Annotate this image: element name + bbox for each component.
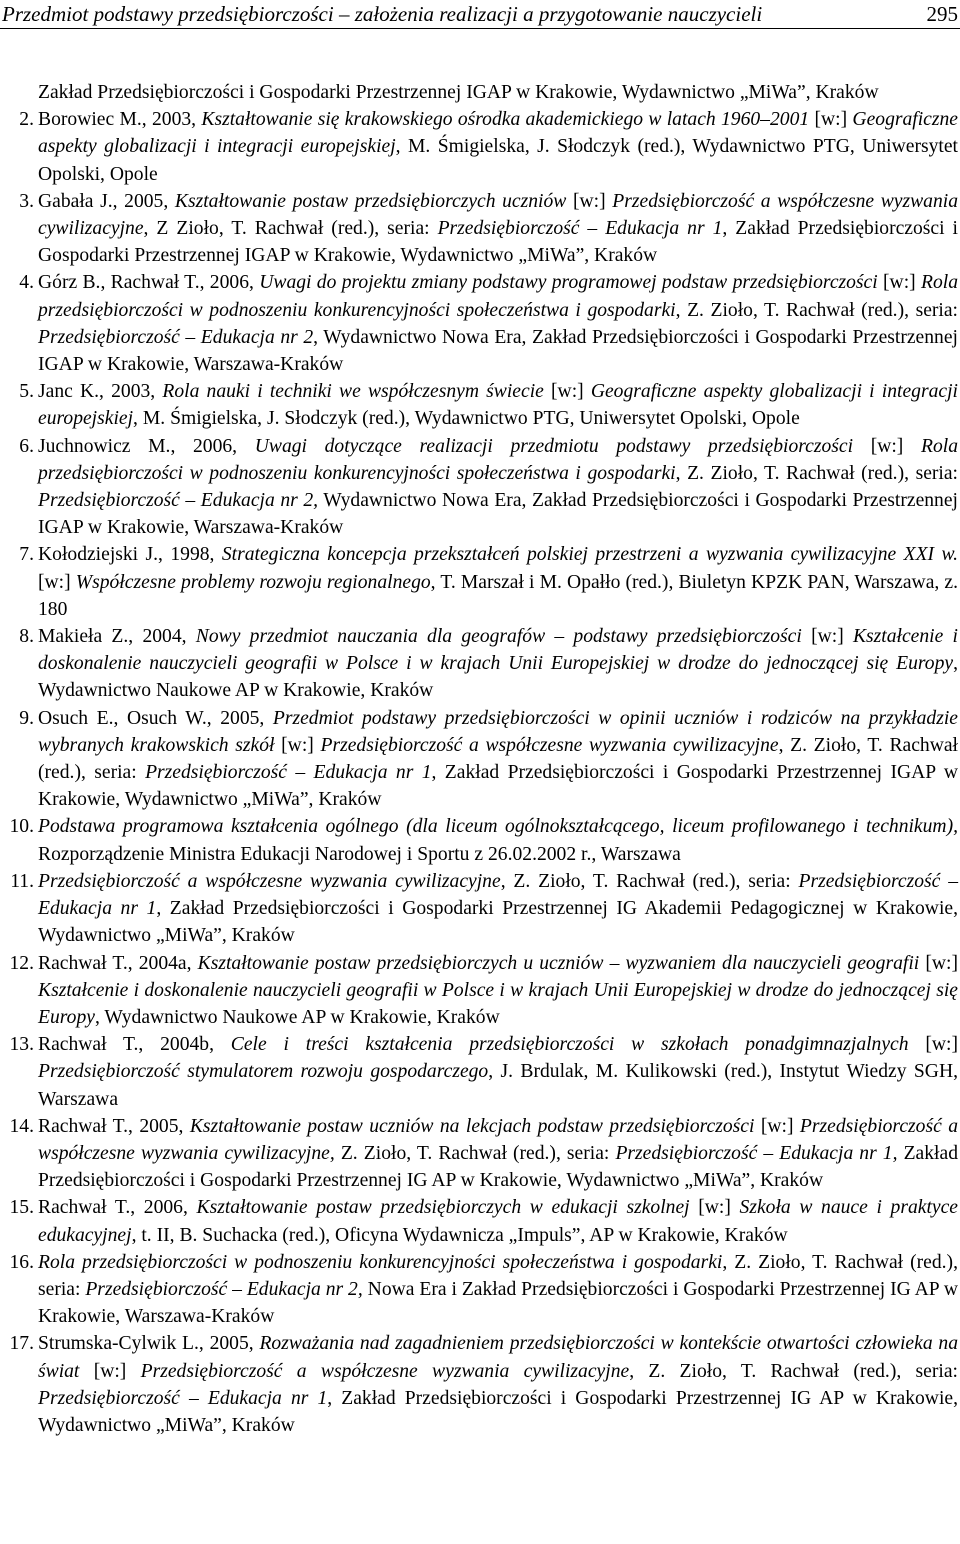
entry-number: 9. [19, 707, 34, 729]
entry-title-text: Rozważania nad zagadnieniem przedsiębiorczości w kontekście otwartości człowieka na świat [38, 1333, 958, 1382]
entry-title-text: Przedsiębiorczość – Edukacja nr 1, [615, 1142, 898, 1164]
entry-text: Gabała J., 2005, [38, 190, 175, 212]
entry-title-text: Podstawa programowa kształcenia ogólnego (dla liceum ogólnokształcącego, liceum profilowanego i technikum), [38, 816, 958, 838]
entry-title-text: Kształtowanie postaw uczniów na lekcjach podstaw przedsiębiorczości [189, 1115, 755, 1137]
entry-title-text: Przedmiot podstawy przedsiębiorczości w opinii uczniów i rodziców na przykładzie wybranych krakowskich szkół [38, 707, 958, 756]
entry-number: 17. [9, 1333, 34, 1355]
entry-title-text: Przedsiębiorczość a współczesne wyzwania cywilizacyjne, [38, 1115, 958, 1164]
entry-text: Strumska-Cylwik L., 2005, [38, 1333, 260, 1355]
entry-text: [w:] [908, 1034, 958, 1056]
entry-title-text: Przedsiębiorczość – Edukacja nr 1 [38, 870, 958, 920]
entry-text: Rachwał T., 2005, [38, 1115, 190, 1137]
entry-text: , Z. Zioło, T. Rachwał (red.), seria: [675, 462, 958, 484]
reference-entry [0, 705, 958, 814]
entry-text: Juchnowicz M., 2006, [38, 435, 255, 457]
entry-text: , Z. Zioło, T. Rachwał (red.), seria: [629, 1360, 958, 1382]
entry-title-text: Przedsiębiorczość – Edukacja nr 2, [85, 1278, 363, 1300]
entry-text: , Z Zioło, T. Rachwał (red.), seria: [143, 218, 438, 240]
entry-title-text: Cele i treści kształcenia przedsiębiorczości w szkołach ponadgimnazjalnych [230, 1034, 909, 1056]
entry-text: , Zakład Przedsiębiorczości i Gospodarki Przestrzennej IG AP w Krakowie, Wydawnictwo „MiWa”, Kraków [38, 1387, 958, 1436]
entry-text: [w:] [566, 190, 613, 212]
entry-text: , Wydawnictwo Naukowe AP w Krakowie, Kraków [38, 653, 958, 702]
entry-number: 14. [9, 1115, 34, 1137]
running-title: Przedmiot podstawy przedsiębiorczości – założenia realizacji a przygotowanie nauczycieli [2, 2, 763, 26]
reference-entry [0, 950, 958, 1032]
entry-title-text: Uwagi dotyczące realizacji przedmiotu podstawy przedsiębiorczości [254, 435, 854, 457]
entry-text: , Z. Zioło, T. Rachwał (red.), seria: [38, 734, 958, 784]
entry-text: , t. II, B. Suchacka (red.), Oficyna Wydawnicza „Impuls”, AP w Krakowie, Kraków [131, 1224, 788, 1246]
reference-entry [0, 541, 958, 623]
entry-text: [w:] [79, 1360, 141, 1382]
reference-entry [0, 188, 958, 270]
entry-number: 10. [9, 816, 34, 838]
entry-text: [w:] [274, 734, 321, 756]
entry-text: Kołodziejski J., 1998, [38, 544, 222, 566]
entry-title-text: Przedsiębiorczość a współczesne wyzwania cywilizacyjne [38, 190, 959, 240]
entry-text: Rozporządzenie Ministra Edukacji Narodowej i Sportu z 26.02.2002 r., Warszawa [38, 843, 681, 865]
entry-text: Janc K., 2003, [38, 381, 163, 403]
entry-text: Borowiec M., 2003, [38, 109, 202, 131]
entry-title-text: Przedsiębiorczość – Edukacja nr 1 [38, 1387, 328, 1409]
entry-title-text: Przedsiębiorczość – Edukacja nr 2 [38, 326, 314, 348]
entry-text: , Z. Zioło, T. Rachwał (red.), seria: [500, 870, 799, 892]
entry-title-text: Przedsiębiorczość a współczesne wyzwania cywilizacyjne [320, 734, 779, 756]
entry-number: 8. [19, 626, 34, 648]
entry-title-text: Rola przedsiębiorczości w podnoszeniu konkurencyjności społeczeństwa i gospodarki [38, 435, 958, 484]
entry-text: Zakład Przedsiębiorczości i Gospodarki Przestrzennej IG AP w Krakowie, Wydawnictwo „MiWa”, Kraków [38, 1142, 958, 1192]
entry-title-text: Nowy przedmiot nauczania dla geografów – podstawy przedsiębiorczości [195, 626, 802, 648]
entry-title-text: Kształtowanie postaw przedsiębiorczych w edukacji szkolnej [196, 1197, 690, 1219]
entry-text: , Wydawnictwo Naukowe AP w Krakowie, Kraków [94, 1006, 500, 1028]
entry-text: [w:] [801, 626, 853, 648]
entry-text: , Zakład Przedsiębiorczości i Gospodarki Przestrzennej IG Akademii Pedagogicznej w Krakowie, Wydawnictwo „MiWa”, Kraków [38, 898, 958, 947]
entry-text: Rachwał T., 2004b, [38, 1034, 231, 1056]
entry-title-text: Kształtowanie się krakowskiego ośrodka akademickiego w latach 1960–2001 [201, 109, 810, 131]
entry-number: 16. [9, 1251, 34, 1273]
entry-number: 11. [10, 870, 34, 892]
entry-text: , J. Brdulak, M. Kulikowski (red.), Instytut Wiedzy SGH, Warszawa [38, 1061, 958, 1110]
entry-title-text: Przedsiębiorczość stymulatorem rozwoju gospodarczego [38, 1061, 489, 1083]
entry-title-text: Kształcenie i doskonalenie nauczycieli geografii w Polsce i w krajach Unii Europejskiej w drodze do jednoczącej się Europy [38, 626, 958, 675]
entry-text: [w:] [809, 109, 853, 131]
entry-number: 2. [19, 109, 34, 131]
reference-entry [0, 1249, 958, 1331]
reference-entry [0, 1330, 958, 1439]
bibliography-list [0, 79, 958, 1439]
entry-text: , Z. Zioło, T. Rachwał (red.), seria: [38, 1251, 958, 1300]
entry-text: Rachwał T., 2004a, [38, 952, 198, 974]
entry-text: [w:] [877, 272, 921, 294]
reference-entry [0, 433, 958, 542]
entry-text: [w:] [853, 435, 921, 457]
entry-title-text: Przedsiębiorczość a współczesne wyzwania cywilizacyjne [38, 870, 501, 892]
entry-text: , Zakład Przedsiębiorczości i Gospodarki Przestrzennej IGAP w Krakowie, Wydawnictwo „MiWa”, Kraków [38, 762, 958, 811]
entry-number: 5. [19, 381, 34, 403]
entry-text: Górz B., Rachwał T., 2006, [38, 272, 260, 294]
entry-title-text: Przedsiębiorczość – Edukacja nr 1 [437, 218, 723, 240]
entry-title-text: Przedsiębiorczość – Edukacja nr 2, [38, 490, 319, 512]
reference-entry [0, 1113, 958, 1195]
entry-title-text: Rola nauki i techniki we współczesnym świecie [162, 381, 544, 403]
running-header [0, 0, 960, 29]
entry-number: 15. [9, 1197, 34, 1219]
entry-title-text: Kształcenie i doskonalenie nauczycieli geografii w Polsce i w krajach Unii Europejskiej w drodze do jednoczącej się Europy [38, 979, 958, 1028]
entry-text: Nowa Era i Zakład Przedsiębiorczości i Gospodarki Przestrzennej IG AP w Krakowie, Warszawa-Kraków [38, 1278, 958, 1328]
reference-entry [0, 1031, 958, 1113]
reference-entry [0, 813, 958, 867]
reference-entry [0, 269, 958, 378]
entry-text: , M. Śmigielska, J. Słodczyk (red.), Wydawnictwo PTG, Uniwersytet Opolski, Opole [38, 136, 959, 185]
entry-text: Z. Zioło, T. Rachwał (red.), seria: [334, 1142, 616, 1164]
entry-title-text: Geograficzne aspekty globalizacji i integracji europejskiej [38, 381, 958, 430]
entry-text: [w:] [754, 1115, 800, 1137]
entry-text: Makieła Z., 2004, [38, 626, 196, 648]
entry-text: , M. Śmigielska, J. Słodczyk (red.), Wydawnictwo PTG, Uniwersytet Opolski, Opole [133, 408, 800, 430]
entry-number: 6. [19, 435, 34, 457]
entry-number: 12. [9, 952, 34, 974]
entry-number: 4. [19, 272, 34, 294]
entry-number: 13. [9, 1034, 34, 1056]
entry-text: , Z. Zioło, T. Rachwał (red.), seria: [675, 299, 958, 321]
entry-title-text: Geograficzne aspekty globalizacji i integracji europejskiej [38, 109, 958, 158]
entry-text: [w:] [689, 1197, 740, 1219]
entry-text: Zakład Przedsiębiorczości i Gospodarki Przestrzennej IGAP w Krakowie, Wydawnictwo „MiWa”, Kraków [38, 82, 879, 103]
entry-text: , Wydawnictwo Nowa Era, Zakład Przedsiębiorczości i Gospodarki Przestrzennej IGAP w Krakowie, Warszawa-Kraków [38, 326, 958, 376]
reference-entry [0, 868, 958, 950]
page-number: 295 [926, 2, 958, 26]
entry-title-text: Rola przedsiębiorczości w podnoszeniu konkurencyjności społeczeństwa i gospodarki [38, 272, 958, 321]
entry-text: [w:] [543, 381, 591, 403]
reference-entry [0, 1194, 958, 1248]
entry-text: Rachwał T., 2006, [38, 1197, 197, 1219]
reference-entry [0, 623, 958, 705]
entry-title-text: Przedsiębiorczość a współczesne wyzwania cywilizacyjne [140, 1360, 630, 1382]
entry-title-text: Kształtowanie postaw przedsiębiorczych u uczniów – wyzwaniem dla nauczycieli geografii [197, 952, 920, 974]
entry-text: [w:] [919, 952, 959, 974]
entry-title-text: Kształtowanie postaw przedsiębiorczych uczniów [174, 190, 567, 212]
entry-title-text: Współczesne problemy rozwoju regionalnego [75, 571, 431, 593]
entry-title-text: Rola przedsiębiorczości w podnoszeniu konkurencyjności społeczeństwa i gospodarki [38, 1251, 723, 1273]
entry-text: Wydawnictwo Nowa Era, Zakład Przedsiębiorczości i Gospodarki Przestrzennej IGAP w Krakowie, Warszawa-Kraków [38, 490, 958, 539]
entry-text: , T. Marszał i M. Opałło (red.), Biuletyn KPZK PAN, Warszawa, z. 180 [38, 571, 958, 620]
entry-title-text: Przedsiębiorczość – Edukacja nr 1 [145, 762, 432, 784]
entry-number: 3. [19, 190, 34, 212]
entry-title-text: Strategiczna koncepcja przekształceń polskiej przestrzeni a wyzwania cywilizacyjne XXI w. [221, 544, 958, 566]
entry-title-text: Uwagi do projektu zmiany podstawy programowej podstaw przedsiębiorczości [259, 272, 878, 294]
entry-text: , Zakład Przedsiębiorczości i Gospodarki Przestrzennej IGAP w Krakowie, Wydawnictwo „MiWa”, Kraków [38, 218, 958, 267]
reference-entry [0, 106, 958, 188]
entry-number: 7. [19, 544, 34, 566]
entry-text: Osuch E., Osuch W., 2005, [38, 707, 273, 729]
entry-text: [w:] [38, 571, 76, 593]
entry-title-text: Szkoła w nauce i praktyce edukacyjnej [38, 1197, 958, 1246]
reference-entry [0, 378, 958, 432]
continued-entry [0, 79, 958, 106]
